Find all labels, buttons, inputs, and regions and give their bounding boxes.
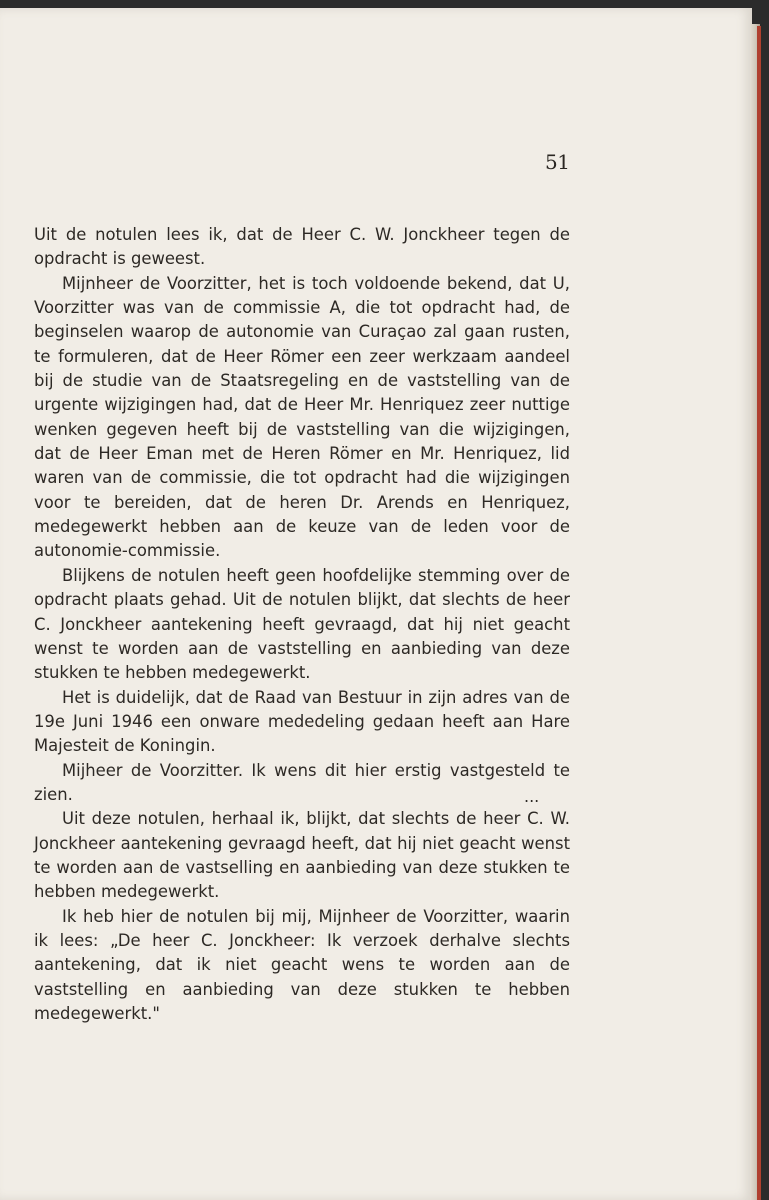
paragraph-1: Uit de notulen lees ik, dat de Heer C. W. Jonckheer tegen de opdracht is geweest. (34, 225, 570, 269)
body-text (34, 223, 570, 1026)
marginal-ellipsis: ... (524, 787, 540, 806)
paragraph-7: Ik heb hier de notulen bij mij, Mijnheer de Voorzitter, waarin ik lees: „De heer C. Jonckheer: Ik verzoek derhalve slechts aantekening, dat ik niet geacht wens te worden aan de vaststelling en aanbieding van deze stukken te hebben medegewerkt." (34, 906, 570, 1023)
paragraph-5: Mijheer de Voorzitter. Ik wens dit hier erstig vastgesteld te zien. (34, 760, 570, 804)
book-cover-edge (757, 26, 761, 1200)
paragraph-3: Blijkens de notulen heeft geen hoofdelijke stemming over de opdracht plaats gehad. Uit de notulen blijkt, dat slechts de heer C. Jonckheer aantekening heeft gevraagd, dat hij niet geacht wenst te worden aan de vaststelling en aanbieding van deze stukken te hebben medegewerkt. (34, 565, 570, 683)
paragraph-6: Uit deze notulen, herhaal ik, blijkt, dat slechts de heer C. W. Jonckheer aantekening gevraagd heeft, dat hij niet geacht wenst te worden aan de vastselling en aanbieding van deze stukken te hebben medegewerkt. (34, 809, 570, 902)
paragraph-4: Het is duidelijk, dat de Raad van Bestuur in zijn adres van de 19e Juni 1946 een onware mededeling gedaan heeft aan Hare Majesteit de Koningin. (34, 687, 570, 756)
page-number: 51 (545, 150, 570, 174)
paragraph-2: Mijnheer de Voorzitter, het is toch voldoende bekend, dat U, Voorzitter was van de commissie A, die tot opdracht had, de beginselen waarop de autonomie van Curaçao zal gaan rusten, te formuleren, dat de Heer Römer een zeer werkzaam aandeel bij de studie van de Staatsregeling en de vaststelling van de urgente wijzigingen had, dat de Heer Mr. Henriquez zeer nuttige wenken gegeven heeft bij de vaststelling van die wijzigingen, dat de Heer Eman met de Heren Römer en Mr. Henriquez, lid waren van de commissie, die tot opdracht had die wijzigingen voor te bereiden, dat de heren Dr. Arends en Henriquez, medegewerkt hebben aan de keuze van de leden voor de autonomie-commissie. (34, 273, 570, 561)
